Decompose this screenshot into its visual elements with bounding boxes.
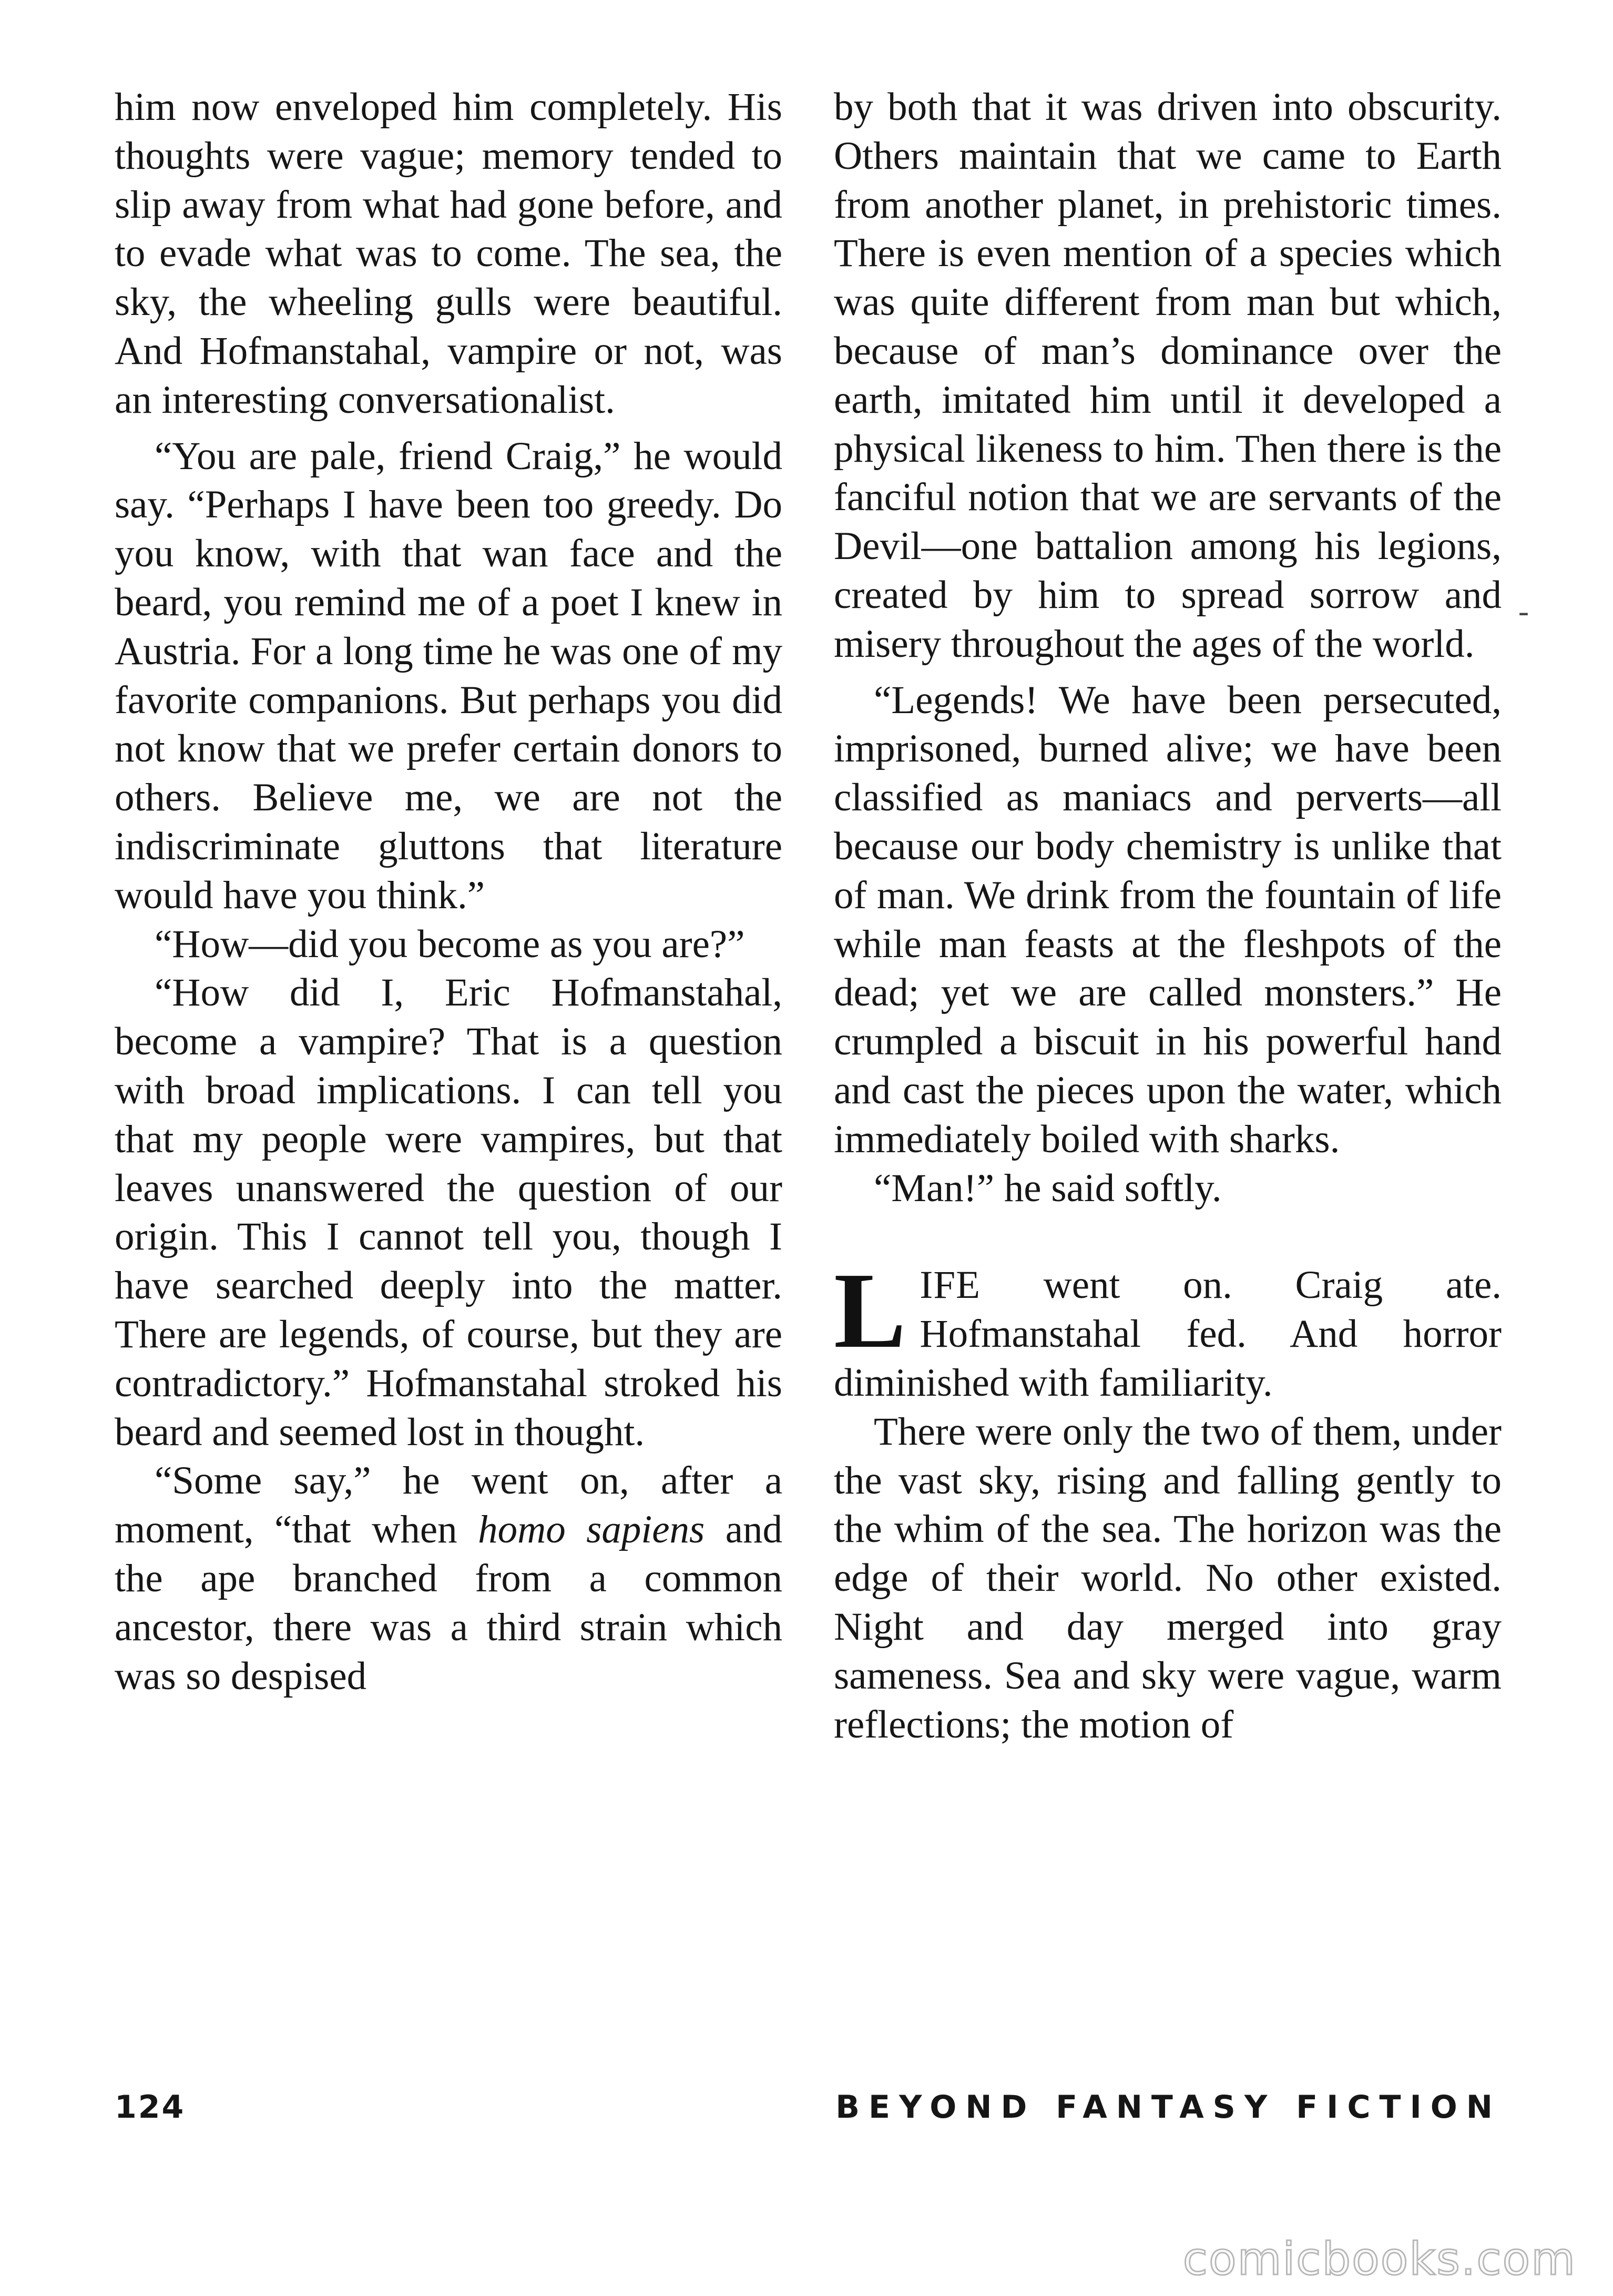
italic-text: homo sapiens [478,1508,705,1552]
paragraph [115,1457,782,1701]
page-number: 124 [115,2089,186,2126]
drop-cap-letter: L [834,1250,906,1371]
opening-caps: IFE [920,1263,981,1307]
watermark-logo: comicbooks.com [1182,2233,1576,2285]
paragraph: “How—did you become as you are?” [155,922,745,966]
right-text-column [834,83,1502,1749]
margin-mark: - [1518,594,1529,628]
text-run: went on. Craig ate. Hofmanstahal fed. And horror diminished with familiarity. [834,1263,1502,1405]
left-text-column [115,83,782,1701]
text-run: “Some say,” he went on, after a moment, “that when [115,1459,782,1552]
paragraph: by both that it was driven into obscurity. Others maintain that we came to Earth from another planet, in prehistoric times. There is even mention of a species which was quite different from man but which, because of man’s dominance over the earth, imitated him until it developed a physical likeness to him. Then there is the fanciful notion that we are servants of the Devil—one battalion among his legions, created by him to spread sorrow and misery throughout the ages of the world. [834,85,1502,666]
paragraph: There were only the two of them, under the vast sky, rising and falling gently to the whim of the sea. The horizon was the edge of their world. No other existed. Night and day merged into gray sameness. Sea and sky were vague, warm reflections; the motion of [834,1409,1502,1746]
text-run: and the ape branched from a common ancestor, there was a third strain which was so despised [115,1508,782,1698]
page-footer [115,2089,1502,2131]
paragraph: “How did I, Eric Hofmanstahal, become a vampire? That is a question with broad implications. I can tell you that my people were vampires, but that leaves unanswered the question of our origin. This I cannot tell you, though I have searched deeply into the matter. There are legends, of course, but they are contradictory.” Hofmanstahal stroked his beard and seemed lost in thought. [115,971,782,1454]
paragraph: “You are pale, friend Craig,” he would say. “Perhaps I have been too greedy. Do you know, with that wan face and the beard, you remind me of a poet I knew in Austria. For a long time he was one of my favorite companions. But perhaps you did not know that we prefer certain donors to others. Believe me, we are not the indiscriminate gluttons that literature would have you think.” [115,434,782,917]
running-head-magazine-title: BEYOND FANTASY FICTION [835,2089,1502,2126]
paragraph: him now enveloped him completely. His thoughts were vague; memory tended to slip away from what had gone before, and to evade what was to come. The sea, the sky, the wheeling gulls were beautiful. And Hofmanstahal, vampire or not, was an interesting conversationalist. [115,85,782,422]
section-opening-paragraph [834,1250,1502,1407]
paragraph: “Man!” he said softly. [874,1166,1222,1210]
paragraph: “Legends! We have been persecuted, imprisoned, burned alive; we have been classified as maniacs and perverts—all because our body chemistry is unlike that of man. We drink from the fountain of life while man feasts at the fleshpots of the dead; yet we are called monsters.” He crumpled a biscuit in his powerful hand and cast the pieces upon the water, which immediately boiled with sharks. [834,678,1502,1161]
